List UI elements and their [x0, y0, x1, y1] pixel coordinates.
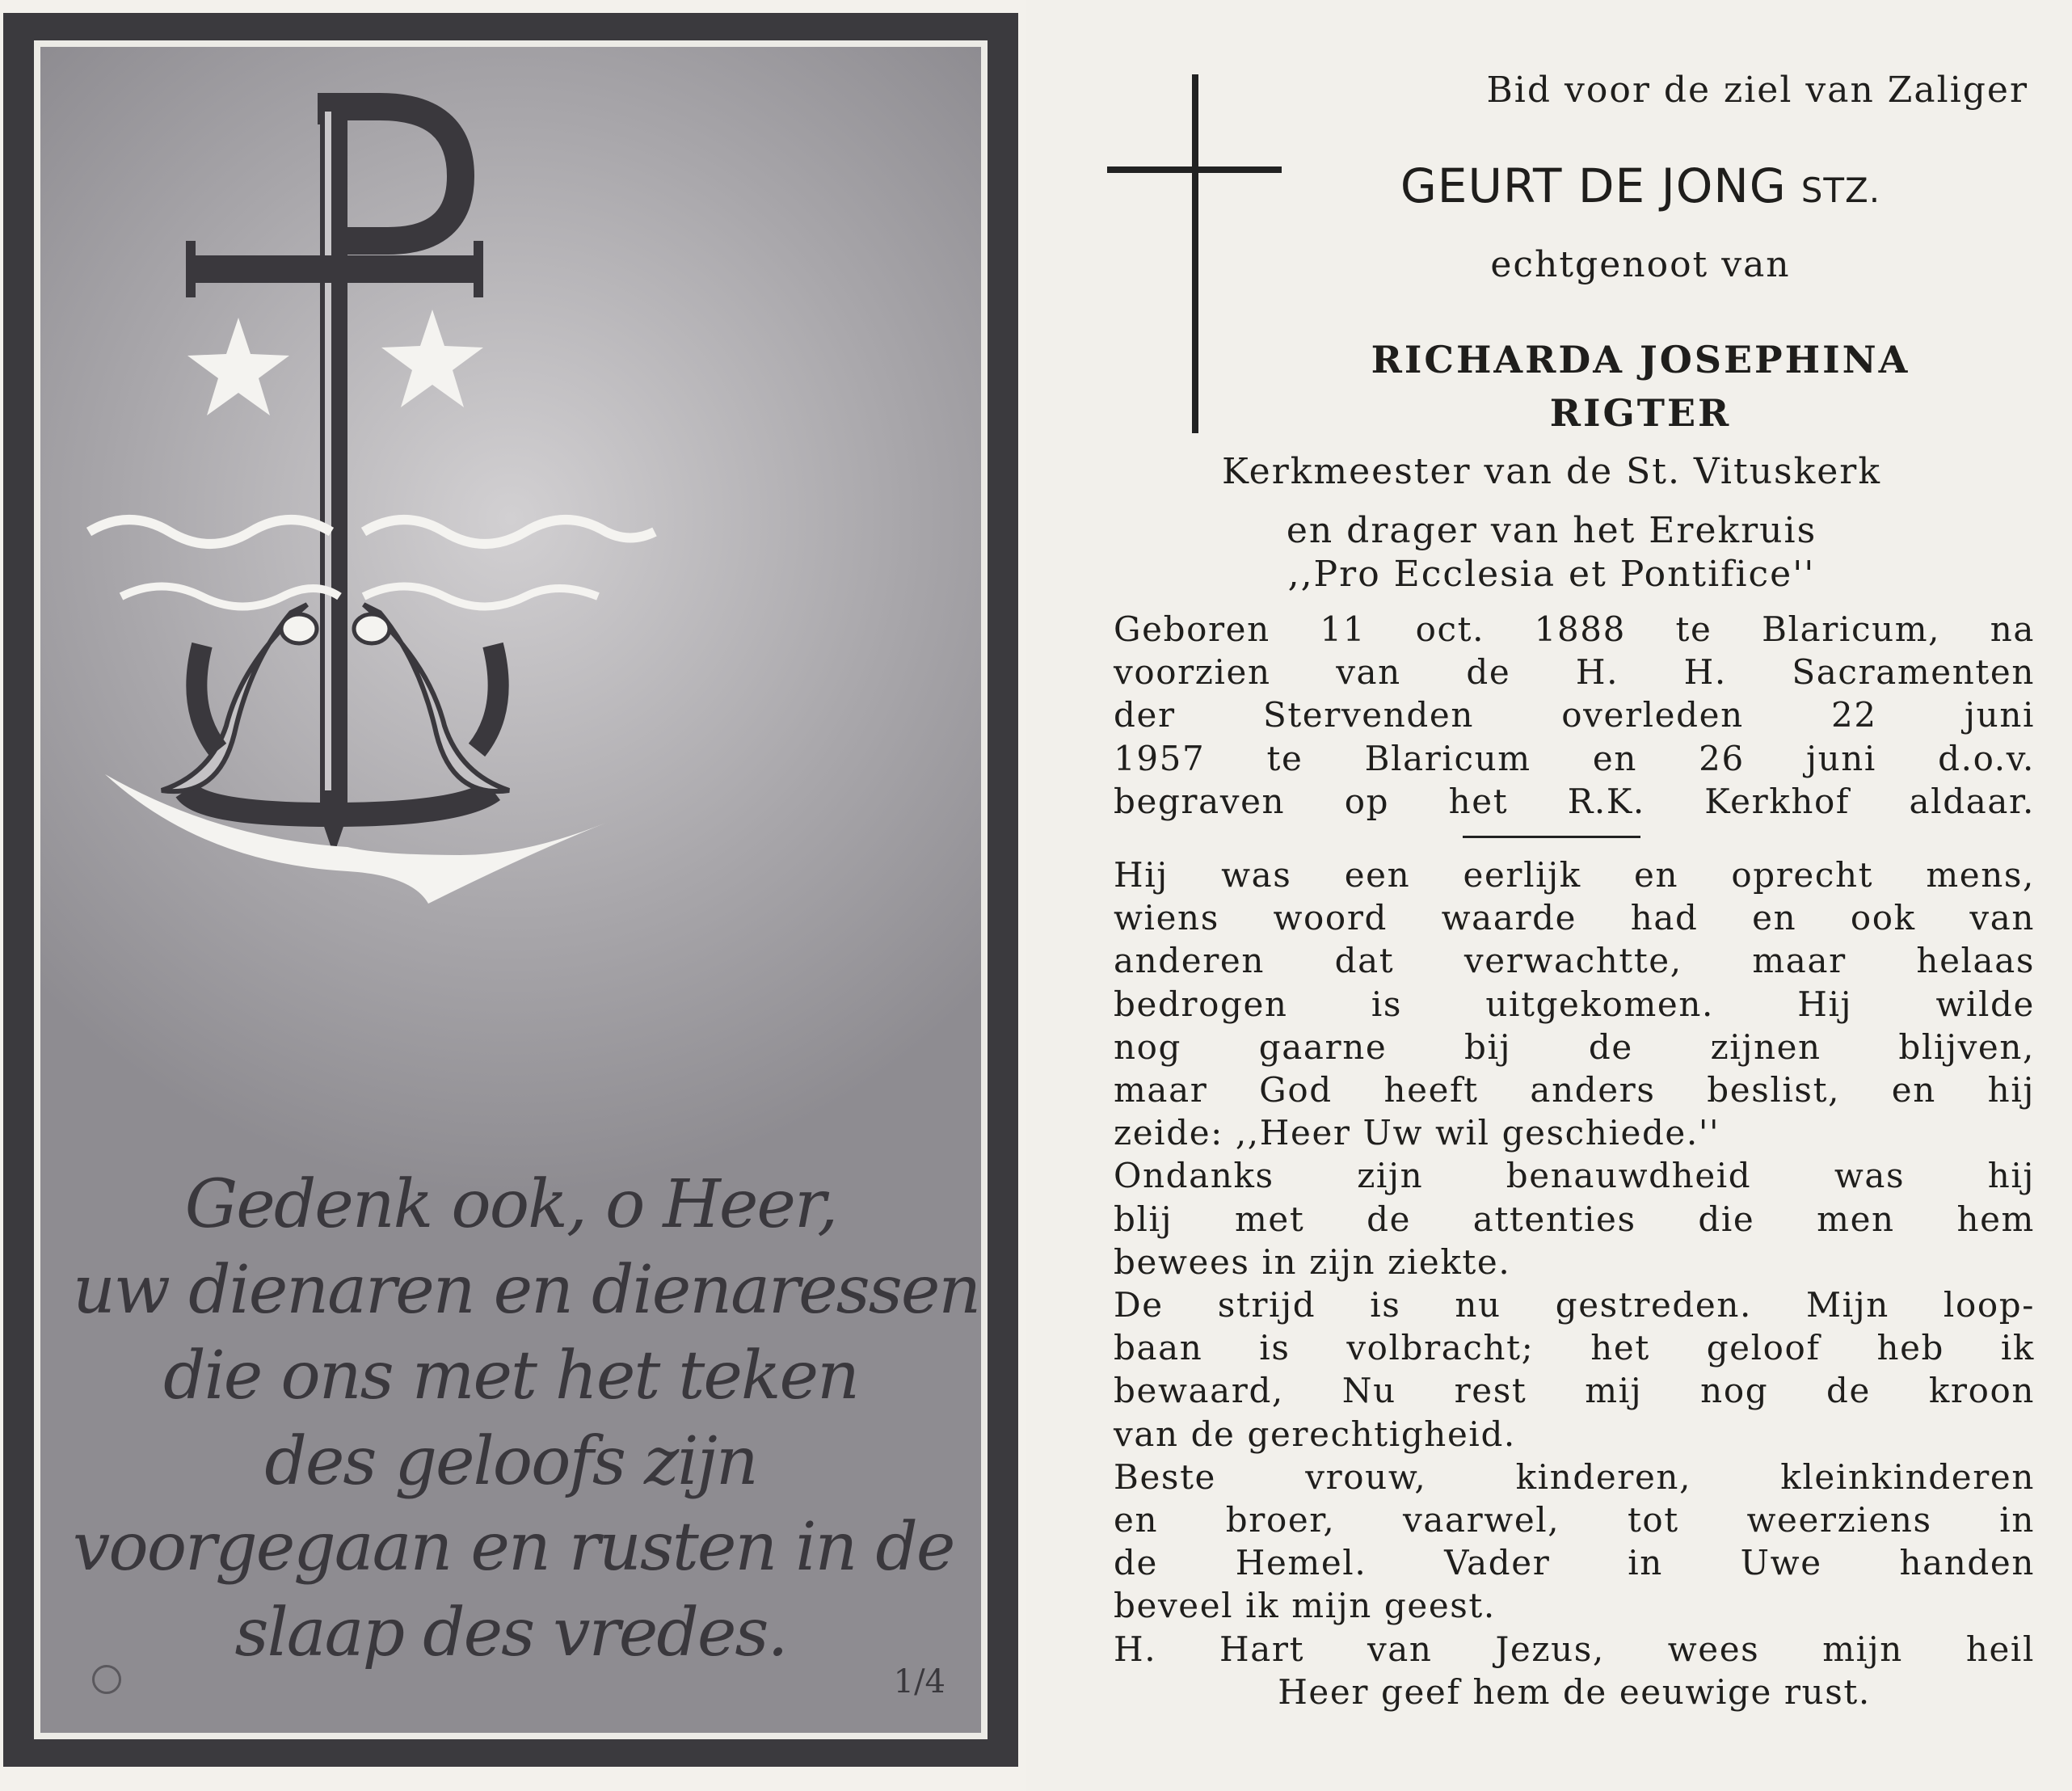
- bio-line: voorzien van de H. H. Sacramenten: [1114, 652, 2035, 693]
- title-line: Kerkmeester van de St. Vituskerk: [1221, 451, 1882, 492]
- verse-line: die ons met het teken: [163, 1338, 858, 1414]
- printer-mark-icon: [92, 1665, 121, 1694]
- tribute-line: Heer geef hem de eeuwige rust.: [1278, 1671, 1871, 1712]
- tribute-line: baan is volbracht; het geloof heb ik: [1114, 1328, 2035, 1368]
- anchor-cross-icon: [40, 47, 981, 1017]
- tribute-line: maar God heeft anders beslist, en hij: [1114, 1070, 2035, 1110]
- spouse-name-line: RIGTER: [1549, 391, 1732, 435]
- tribute-line: anderen dat verwachtte, maar helaas: [1114, 941, 2035, 981]
- tribute-line: Beste vrouw, kinderen, kleinkinderen: [1114, 1456, 2035, 1497]
- star-right: [381, 310, 483, 407]
- tribute-line: en broer, vaarwel, tot weerziens in: [1114, 1500, 2035, 1540]
- tribute-line: De strijd is nu gestreden. Mijn loop-: [1114, 1285, 2035, 1325]
- verse-line: voorgegaan en rusten in de: [73, 1509, 954, 1586]
- tribute-line: bedrogen is uitgekomen. Hij wilde: [1114, 984, 2035, 1024]
- decoration-line-text: ,,Pro Ecclesia et Pontifice'': [1287, 554, 1816, 595]
- tribute-line: de Hemel. Vader in Uwe handen: [1114, 1543, 2035, 1583]
- tribute-line: zeide: ,,Heer Uw wil geschiede.'': [1114, 1113, 1720, 1153]
- star-left: [187, 318, 289, 415]
- spouse-name: [1269, 333, 2012, 440]
- decoration-line-text: en drager van het Erekruis: [1286, 510, 1817, 551]
- deceased-suffix: STZ.: [1800, 171, 1881, 210]
- deceased-name-text: GEURT DE JONG: [1400, 158, 1787, 213]
- deceased-name: [1269, 158, 2012, 213]
- verse-line: des geloofs zijn: [264, 1423, 757, 1500]
- verse-line: slaap des vredes.: [234, 1595, 787, 1671]
- bio-line: begraven op het R.K. Kerkhof aldaar.: [1114, 781, 2035, 821]
- cross-icon: [1192, 74, 1198, 433]
- tribute-line: bewees in zijn ziekte.: [1114, 1241, 1511, 1282]
- divider: [1463, 836, 1640, 838]
- tribute-line: van de gerechtigheid.: [1114, 1414, 1516, 1454]
- picture-card-mat: [34, 40, 988, 1739]
- bio-line: 1957 te Blaricum en 26 juni d.o.v.: [1114, 738, 2035, 778]
- biography: [1114, 608, 2035, 823]
- verse-text: [73, 1162, 980, 1676]
- plate-number: 1/4: [893, 1663, 945, 1700]
- memorial-text-panel: [1026, 0, 2072, 1791]
- bio-line: Geboren 11 oct. 1888 te Blaricum, na: [1114, 609, 2035, 649]
- verse-line: uw dienaren en dienaressen: [73, 1252, 980, 1329]
- decoration-line: [1075, 509, 2028, 596]
- bio-line: der Stervenden overleden 22 juni: [1114, 695, 2035, 735]
- spouse-intro: echtgenoot van: [1490, 244, 1791, 285]
- tribute-line: bewaard, Nu rest mij nog de kroon: [1114, 1371, 2035, 1411]
- cross-icon-bar: [1107, 166, 1282, 173]
- verse-line: Gedenk ook, o Heer,: [184, 1166, 837, 1243]
- tribute-line: nog gaarne bij de zijnen blijven,: [1114, 1026, 2035, 1067]
- tribute-line: blij met de attenties die men hem: [1114, 1199, 2035, 1239]
- spouse-name-line: RICHARDA JOSEPHINA: [1371, 338, 1910, 381]
- tribute-line: Ondanks zijn benauwdheid was hij: [1114, 1156, 2035, 1196]
- prayer-line: Bid voor de ziel van Zaliger: [1486, 70, 2028, 111]
- picture-card-frame: [3, 13, 1018, 1767]
- picture-card-art: [40, 47, 981, 1733]
- tribute-text: [1114, 853, 2035, 1713]
- tribute-line: Hij was een eerlijk en oprecht mens,: [1114, 855, 2035, 895]
- tribute-line: wiens woord waarde had en ook van: [1114, 898, 2035, 938]
- tribute-line: H. Hart van Jezus, wees mijn heil: [1114, 1629, 2035, 1669]
- tribute-line: beveel ik mijn geest.: [1114, 1586, 1496, 1626]
